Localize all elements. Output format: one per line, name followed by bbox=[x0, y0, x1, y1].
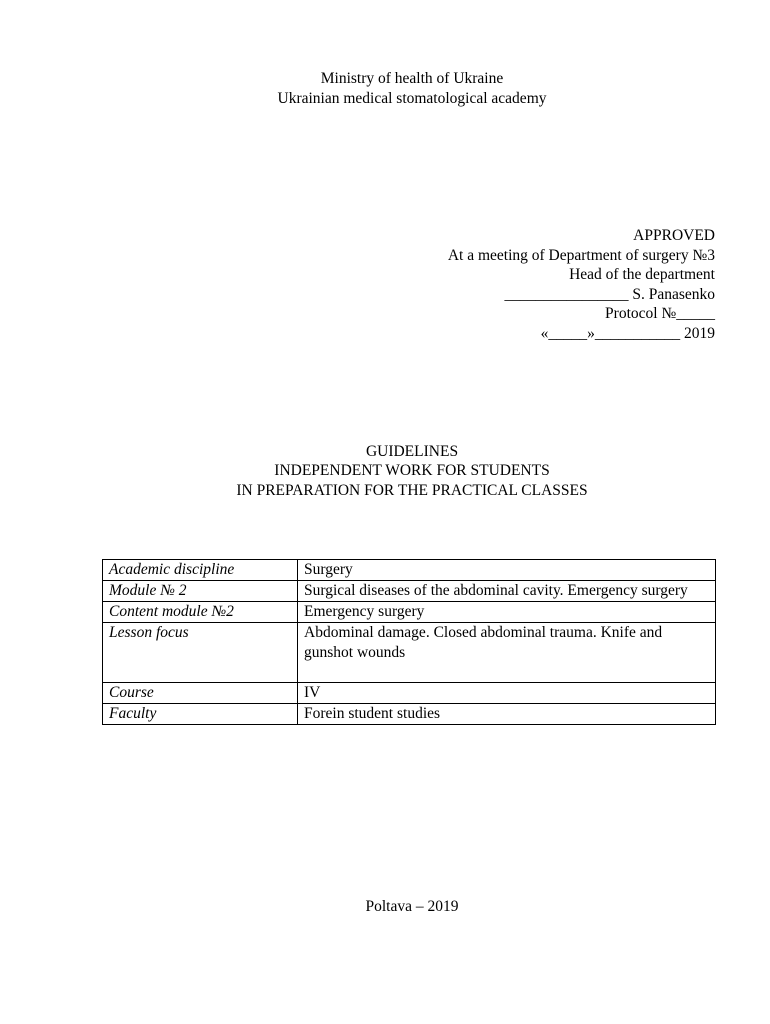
title-independent-work: INDEPENDENT WORK FOR STUDENTS bbox=[274, 462, 550, 479]
title-preparation: IN PREPARATION FOR THE PRACTICAL CLASSES bbox=[236, 482, 588, 499]
row-value: IV bbox=[298, 683, 716, 704]
row-label: Module № 2 bbox=[103, 581, 298, 602]
row-value: Forein student studies bbox=[298, 704, 716, 725]
place-year: Poltava – 2019 bbox=[365, 898, 459, 915]
title-guidelines: GUIDELINES bbox=[365, 443, 459, 460]
row-value: Surgical diseases of the abdominal cavity. Emergency surgery bbox=[298, 581, 716, 602]
approval-signature: ________________ S. Panasenko bbox=[504, 286, 715, 303]
ministry-heading: Ministry of health of Ukraine bbox=[320, 70, 504, 87]
row-value: Abdominal damage. Closed abdominal trauma. Knife and gunshot wounds bbox=[298, 623, 716, 683]
table-row bbox=[103, 683, 716, 704]
approval-date: «_____»___________ 2019 bbox=[540, 325, 715, 342]
academy-heading: Ukrainian medical stomatological academy bbox=[277, 90, 547, 107]
row-label: Course bbox=[103, 683, 298, 704]
table-row bbox=[103, 602, 716, 623]
row-value: Emergency surgery bbox=[298, 602, 716, 623]
table-row bbox=[103, 560, 716, 581]
table-row bbox=[103, 581, 716, 602]
row-label: Lesson focus bbox=[103, 623, 298, 683]
row-label: Content module №2 bbox=[103, 602, 298, 623]
approved-label: APPROVED bbox=[633, 227, 715, 244]
row-value: Surgery bbox=[298, 560, 716, 581]
table-row bbox=[103, 704, 716, 725]
table-row bbox=[103, 623, 716, 683]
row-label: Faculty bbox=[103, 704, 298, 725]
approval-meeting: At a meeting of Department of surgery №3 bbox=[447, 247, 715, 264]
discipline-info-table bbox=[102, 559, 716, 725]
row-label: Academic discipline bbox=[103, 560, 298, 581]
approval-head: Head of the department bbox=[569, 266, 715, 283]
approval-protocol: Protocol №_____ bbox=[605, 305, 715, 322]
